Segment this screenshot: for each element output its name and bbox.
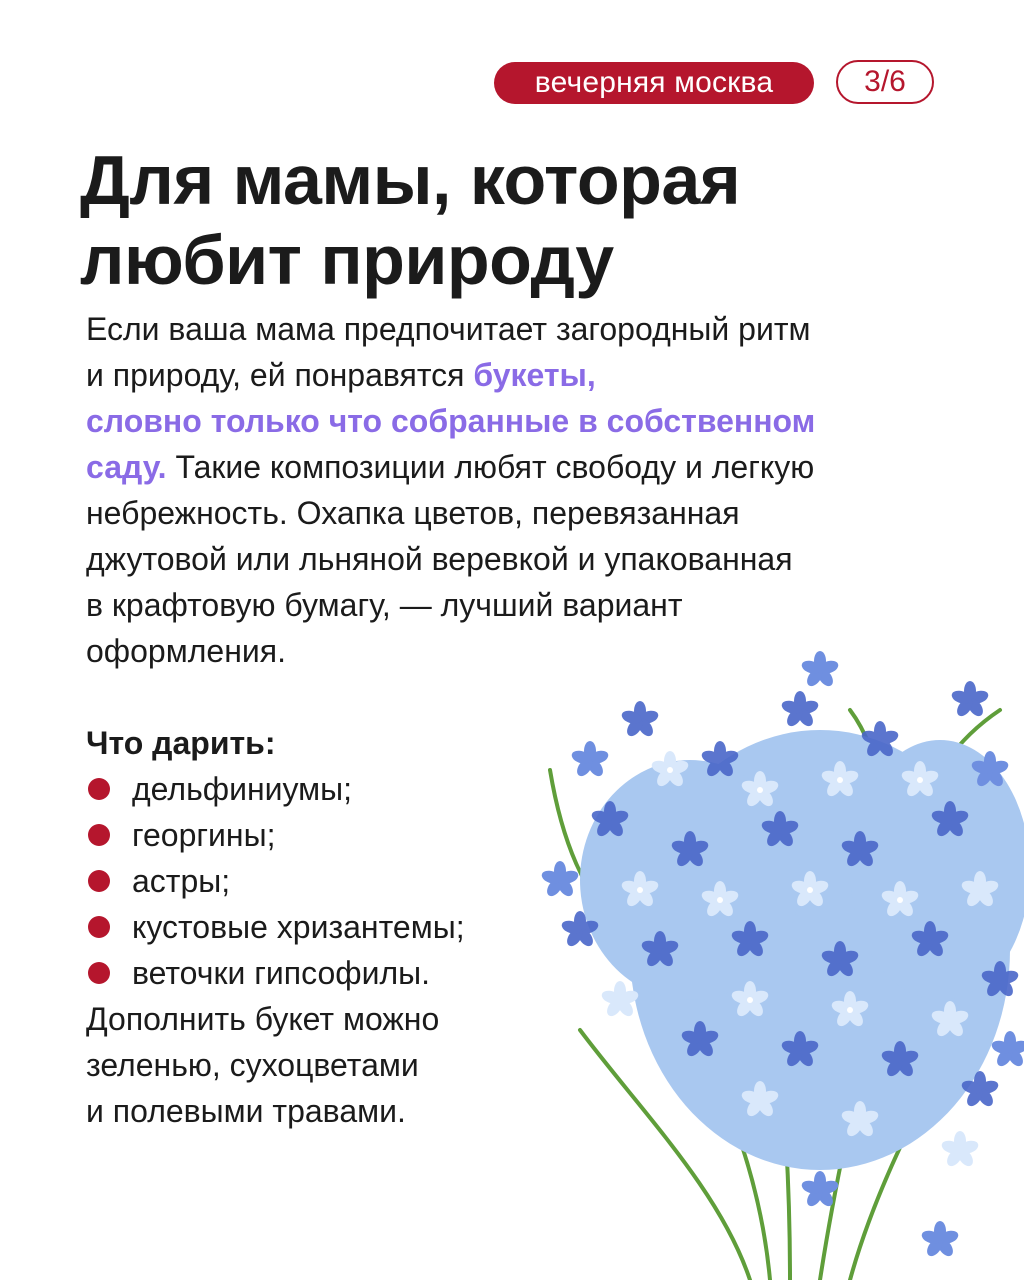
page-counter: 3/6 xyxy=(836,60,934,104)
intro-line-6: джутовой или льняной веревкой и упакованная xyxy=(86,541,793,577)
bullet-icon xyxy=(88,824,110,846)
list-item-label: георгины; xyxy=(132,816,276,853)
intro-line-4-text: Такие композиции любят свободу и легкую xyxy=(166,449,815,485)
extra-note-line-1: Дополнить букет можно xyxy=(86,1001,440,1037)
title-line-2: любит природу xyxy=(80,221,614,299)
list-item-label: дельфиниумы; xyxy=(132,770,353,807)
intro-paragraph xyxy=(86,306,946,674)
page-title xyxy=(80,140,960,300)
list-item-label: астры; xyxy=(132,862,231,899)
bullet-icon xyxy=(88,778,110,800)
intro-highlight-2: словно только что собранные в собственном xyxy=(86,403,816,439)
list-item xyxy=(86,858,465,904)
intro-line-5: небрежность. Охапка цветов, перевязанная xyxy=(86,495,740,531)
intro-highlight-1: букеты, xyxy=(473,357,596,393)
delphinium-bouquet-illustration xyxy=(520,650,1024,1280)
intro-line-2 xyxy=(86,352,946,398)
title-line-1: Для мамы, которая xyxy=(80,141,741,219)
list-item xyxy=(86,904,465,950)
list-item xyxy=(86,812,465,858)
extra-note xyxy=(86,996,526,1134)
intro-line-4 xyxy=(86,444,946,490)
gift-list xyxy=(86,766,465,996)
extra-note-line-3: и полевыми травами. xyxy=(86,1093,406,1129)
list-item-label: веточки гипсофилы. xyxy=(132,954,430,991)
bullet-icon xyxy=(88,916,110,938)
intro-line-7: в крафтовую бумагу, — лучший вариант xyxy=(86,587,683,623)
list-item xyxy=(86,950,465,996)
list-item-label: кустовые хризантемы; xyxy=(132,908,465,945)
extra-note-line-2: зеленью, сухоцветами xyxy=(86,1047,419,1083)
list-item xyxy=(86,766,465,812)
brand-badge: вечерняя москва xyxy=(494,62,814,104)
intro-line-1: Если ваша мама предпочитает загородный ритм xyxy=(86,311,811,347)
intro-line-2-text: и природу, ей понравятся xyxy=(86,357,474,393)
bullet-icon xyxy=(88,870,110,892)
gift-list-heading: Что дарить: xyxy=(86,725,276,761)
bullet-icon xyxy=(88,962,110,984)
intro-line-8: оформления. xyxy=(86,633,286,669)
intro-highlight-3: саду. xyxy=(86,449,167,485)
